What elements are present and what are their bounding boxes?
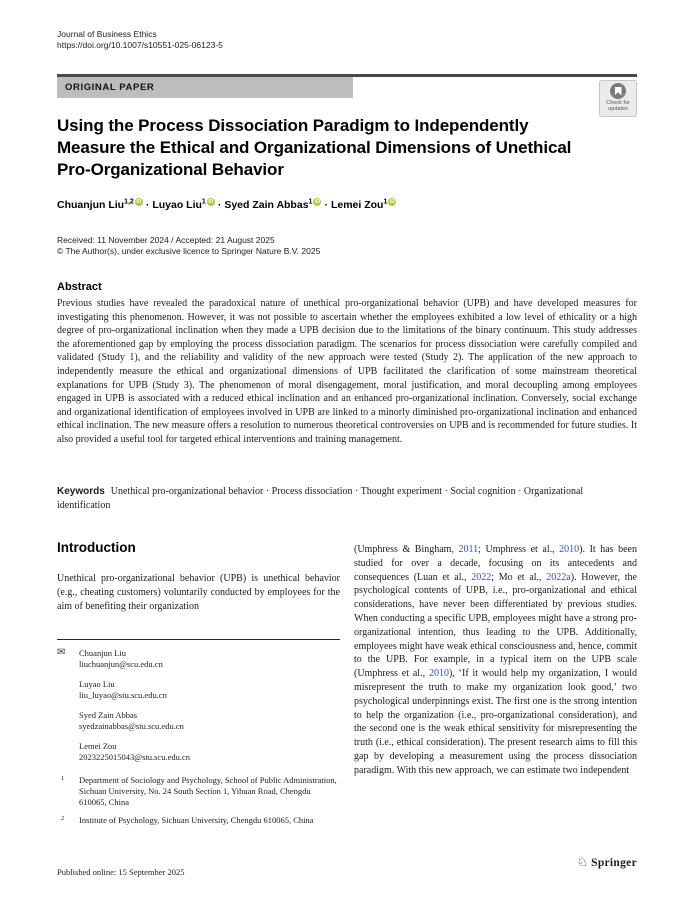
contact-entry [57, 710, 340, 732]
contact-name: Chuanjun Liu [79, 648, 126, 658]
dates-block [57, 235, 320, 257]
citation-link[interactable]: 2022 [471, 571, 492, 583]
citation-link[interactable]: 2011 [458, 544, 479, 555]
orcid-icon[interactable]: iD [208, 199, 214, 205]
title-line-3: Pro-Organizational Behavior [57, 159, 284, 179]
journal-header [57, 29, 223, 51]
orcid-icon[interactable]: iD [314, 199, 320, 205]
paragraph-text: ). However, the psychological contents of UPB, i.e., pro-organizational and ethical considerations, have never been differentiated by previous studies. When conducting a specific UPB, employees might have a strong pro-organizational intention, thus leading to the UPB. Additionally, employees might have weak ethical consciousness and, hence, commit to the UPB. For example, in a typical item on the UPB scale (Umphress et al., [354, 571, 637, 680]
footnote-block [57, 639, 340, 833]
title-line-1: Using the Process Dissociation Paradigm to Independently [57, 116, 529, 135]
contact-entry [57, 648, 340, 670]
citation-link[interactable]: 2022a [546, 571, 571, 583]
affiliation-number: 2 [61, 815, 65, 822]
springer-knight-icon: ♘ [576, 855, 589, 870]
contact-email[interactable]: 2023225015043@stu.scu.edu.cn [79, 752, 190, 762]
orcid-icon[interactable]: iD [389, 199, 395, 205]
affiliations-list [57, 775, 340, 826]
contact-email[interactable]: liu_luyao@stu.scu.edu.cn [79, 690, 167, 700]
author [152, 199, 215, 211]
paragraph-text: ; Mo et al., [491, 571, 547, 583]
springer-wordmark: Springer [591, 856, 637, 869]
check-for-updates-label: Check for updates [606, 100, 630, 112]
contact-email[interactable]: liuchuanjun@scu.edu.cn [79, 659, 163, 669]
paragraph-text: ; Umphress et al., [478, 544, 560, 555]
affiliation-entry [57, 815, 340, 826]
orcid-icon[interactable]: iD [136, 199, 142, 205]
envelope-icon: ✉ [57, 647, 66, 658]
contact-name: Syed Zain Abbas [79, 710, 138, 720]
citation-link[interactable]: 2010 [428, 668, 449, 680]
citation-link[interactable]: 2010 [559, 544, 580, 555]
author [224, 199, 321, 211]
author-name: Chuanjun Liu [57, 198, 125, 211]
introduction-heading: Introduction [57, 540, 136, 555]
title-line-2: Measure the Ethical and Organizational Dimensions of Unethical [57, 137, 572, 157]
keywords-text: Unethical pro-organizational behavior · Process dissociation · Thought experiment · Social cognition · Organizational identification [57, 486, 584, 511]
contacts-list [57, 648, 340, 763]
author-affiliation-sup: 1 [383, 198, 388, 205]
author-affiliation-sup: 1,2 [124, 198, 134, 205]
affiliation-number: 1 [61, 775, 65, 782]
copyright-line: © The Author(s), under exclusive licence to Springer Nature B.V. 2025 [57, 246, 321, 256]
affiliation-entry [57, 775, 340, 808]
author-name: Lemei Zou [330, 198, 384, 211]
introduction-paragraph-left: Unethical pro-organizational behavior (UPB) is unethical behavior (e.g., cheating customers) voluntarily conducted by employees for the aim of benefiting their organization [57, 573, 340, 612]
paragraph-text: ). It has been studied for over a decade, focusing on its antecedents and consequences (Luan et al., [354, 544, 638, 583]
keywords-label: Keywords [57, 486, 105, 497]
author [331, 199, 396, 211]
springer-logo [576, 856, 637, 869]
category-band [57, 77, 353, 98]
author-separator: · [217, 198, 222, 211]
doi-link[interactable]: https://doi.org/10.1007/s10551-025-06123-5 [57, 40, 223, 50]
left-column [57, 540, 340, 613]
abstract-text: Previous studies have revealed the paradoxical nature of unethical pro-organizational behavior (UPB) and have developed measures for investigating this phenomenon. However, it was not possible to ascertain whether the employees exhibited a low level of ethicality or a high degree of pro-organizational inclination when they made a UPB decision due to the limitations of the binary continuum. This study addresses the aforementioned gap by employing the process dissociation paradigm. The scenarios for process dissociation were carefully compiled and validated (Study 1), and the reliability and validity of the new approach were tested (Study 2). The application of the new approach to independently measure the ethical and organizational dimensions of UPB facilitated the clarification of some mainstream theoretical explanations for UPB (Study 3). The phenomenon of moral disengagement, moral justification, and moral decoupling among employees engaged in UPB is associated with a reduced ethical inclination and an enhanced pro-organizational inclination. Conversely, social exchange and organizational identification of employees involved in UPB are linked to a minorly diminished pro-organizational inclination and enhanced ethical inclination. The new measure offers a resolution to numerous theoretical controversies on UPB and is recommended for future studies. It also provided a useful tool for targeted ethical interventions and training management. [57, 298, 637, 445]
authors-line [57, 198, 637, 211]
bookmark-icon [615, 87, 622, 96]
contact-entry [57, 679, 340, 701]
author-affiliation-sup: 1 [308, 198, 313, 205]
received-accepted: Received: 11 November 2024 / Accepted: 21 August 2025 [57, 235, 275, 245]
author-affiliation-sup: 1 [201, 198, 206, 205]
affiliation-text: Institute of Psychology, Sichuan University, Chengdu 610065, China [79, 815, 314, 825]
journal-name: Journal of Business Ethics [57, 29, 157, 39]
author-separator: · [145, 198, 150, 211]
contact-email[interactable]: syedzainabbas@stu.scu.edu.cn [79, 721, 184, 731]
paragraph-text: ), ‘If it would help my organization, I would misrepresent the truth to make my organization look good,’ two psychological underpinnings exist. The first one is the strong intention to help the organization (i.e., pro-organizational consideration), and the second one is the weak ethical sensitivity for misrepresenting the truth (i.e., ethical consideration). The present research aims to fill this gap by developing a measurement using the process dissociation paradigm. With this new approach, we can estimate two independent [354, 668, 637, 776]
crossmark-icon [610, 83, 626, 99]
affiliation-text: Department of Sociology and Psychology, School of Public Administration, Sichuan University, No. 24 South Section 1, Yihuan Road, Chengdu 610065, China [79, 775, 337, 807]
author-separator: · [324, 198, 328, 211]
contact-entry [57, 741, 340, 763]
right-column-paragraph [354, 543, 637, 778]
author-name: Syed Zain Abbas [224, 198, 309, 211]
paper-title [57, 115, 641, 180]
category-label: ORIGINAL PAPER [65, 82, 155, 93]
author [57, 199, 143, 211]
contact-name: Luyao Liu [79, 679, 115, 689]
check-for-updates-badge[interactable] [599, 80, 637, 117]
paragraph-text: (Umphress & Bingham, [354, 544, 459, 555]
abstract-heading: Abstract [57, 281, 102, 293]
author-name: Luyao Liu [152, 198, 202, 211]
contact-name: Lemei Zou [79, 741, 117, 751]
keywords-line [57, 485, 637, 512]
published-online: Published online: 15 September 2025 [57, 867, 185, 877]
